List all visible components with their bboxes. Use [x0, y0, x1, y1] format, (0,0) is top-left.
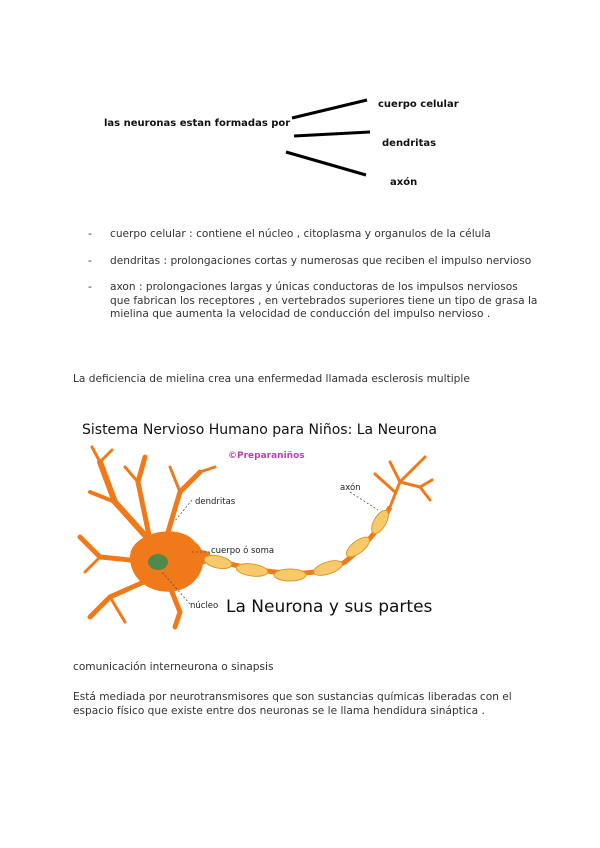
branch-label-cuerpo: cuerpo celular [378, 99, 459, 110]
myelin-note: La deficiencia de mielina crea una enfermedad llamada esclerosis multiple [73, 373, 470, 385]
figure-brand: ©Preparaniños [228, 451, 305, 461]
label-dendritas: dendritas [195, 497, 236, 507]
figure-big-caption: La Neurona y sus partes [226, 597, 433, 617]
branch-label-axon: axón [390, 177, 418, 188]
branch-line-1 [292, 100, 367, 118]
branch-line-3 [286, 152, 366, 175]
definitions-list [88, 228, 538, 335]
branch-lines [0, 0, 600, 200]
list-item: - cuerpo celular : contiene el núcleo , citoplasma y organulos de la célula [88, 228, 491, 240]
section-heading: comunicación interneurona o sinapsis [73, 661, 274, 673]
branch-line-2 [294, 132, 370, 136]
myelin-sheath [203, 508, 392, 581]
diagram-lead-text: las neuronas estan formadas por [104, 118, 291, 129]
axon-terminals [375, 457, 432, 507]
list-item: - axon : prolongaciones largas y únicas conductoras de los impulsos nerviosos que fabrican los receptores , en vertebrados superiores tiene un tipo de grasa la mielina que aumenta la velocidad de conducción del impulso nervioso . [88, 281, 538, 320]
neuron-figure [70, 412, 470, 637]
list-item: - dendritas : prolongaciones cortas y numerosas que reciben el impulso nervioso [88, 254, 532, 267]
nucleus [148, 554, 168, 570]
figure-title: Sistema Nervioso Humano para Niños: La Neurona [82, 422, 438, 438]
label-cuerpo: cuerpo ó soma [211, 546, 275, 556]
section-body: Está mediada por neurotransmisores que son sustancias químicas liberadas con el espacio físico que existe entre dos neuronas se le llama hendidura sináptica . [73, 691, 512, 717]
branch-label-dendritas: dendritas [382, 138, 437, 149]
label-axon: axón [340, 483, 361, 493]
label-nucleo: núcleo [190, 601, 219, 611]
